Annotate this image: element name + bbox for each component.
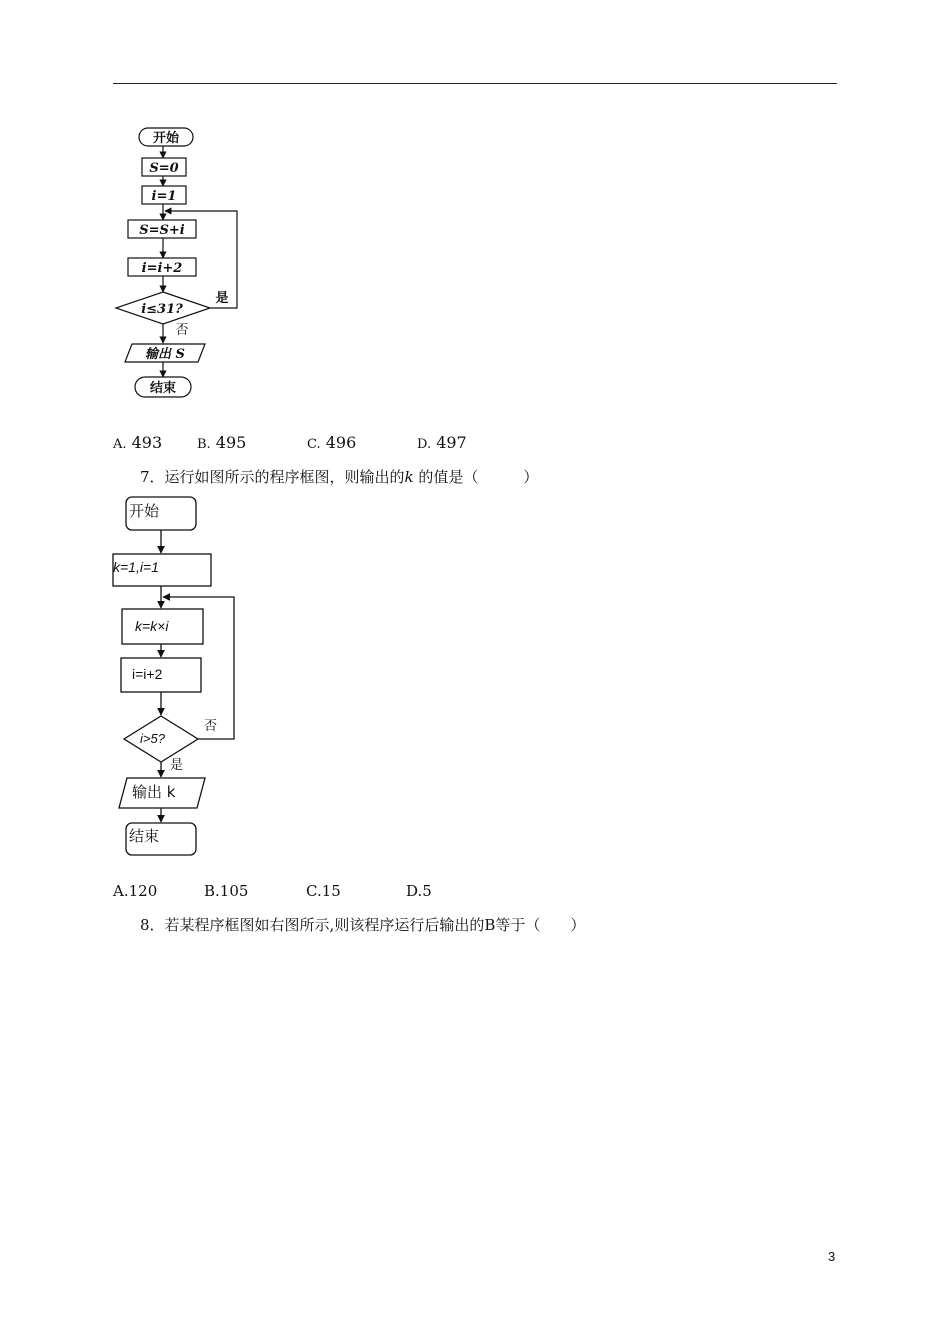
flowchart-q6	[100, 120, 260, 410]
q6-option-d: D. 497	[417, 433, 467, 452]
page-number: 3	[828, 1249, 836, 1264]
q7-option-b: B.105	[204, 882, 249, 900]
q6-option-b: B. 495	[197, 433, 247, 452]
q6-option-a: A. 493	[113, 433, 163, 452]
no-label: 否	[175, 323, 189, 338]
yes-label: 是	[215, 291, 229, 306]
output-label: 输出 S	[145, 347, 185, 362]
s-update-label: S=S+i	[139, 223, 185, 238]
i-update-label: i=i+2	[141, 261, 183, 276]
i-update-label-7: i=i+2	[132, 666, 163, 682]
init-label-7: k=1,i=1	[113, 559, 159, 575]
header-rule	[113, 83, 837, 84]
q7-option-d: D.5	[406, 882, 432, 900]
q7-option-a: A.120	[113, 882, 158, 900]
no-label-7: 否	[204, 719, 218, 734]
end-label-7: 结束	[129, 827, 160, 845]
s-init-label: S=0	[149, 161, 179, 176]
condition-label-7: i>5?	[140, 731, 165, 746]
q7-option-c: C.15	[306, 882, 341, 900]
start-label-7: 开始	[129, 502, 160, 520]
q7-var: k	[404, 468, 414, 486]
start-label: 开始	[152, 131, 180, 146]
q7-suffix: 的值是（ ）	[413, 468, 539, 486]
q7-prefix: 7．运行如图所示的程序框图，则输出的	[140, 468, 405, 486]
q6-option-c: C. 496	[307, 433, 357, 452]
end-label: 结束	[149, 381, 177, 396]
i-init-label: i=1	[151, 189, 177, 204]
q7-stem	[140, 466, 538, 487]
flowchart-q7	[105, 490, 255, 865]
output-label-7: 输出 k	[132, 783, 176, 801]
yes-label-7: 是	[170, 758, 184, 773]
loop-back-arrow-7	[163, 597, 234, 739]
condition-label: i≤31?	[141, 302, 183, 317]
k-update-label: k=k×i	[135, 618, 169, 634]
q8-stem: 8．若某程序框图如右图所示,则该程序运行后输出的B等于（ ）	[140, 916, 586, 934]
